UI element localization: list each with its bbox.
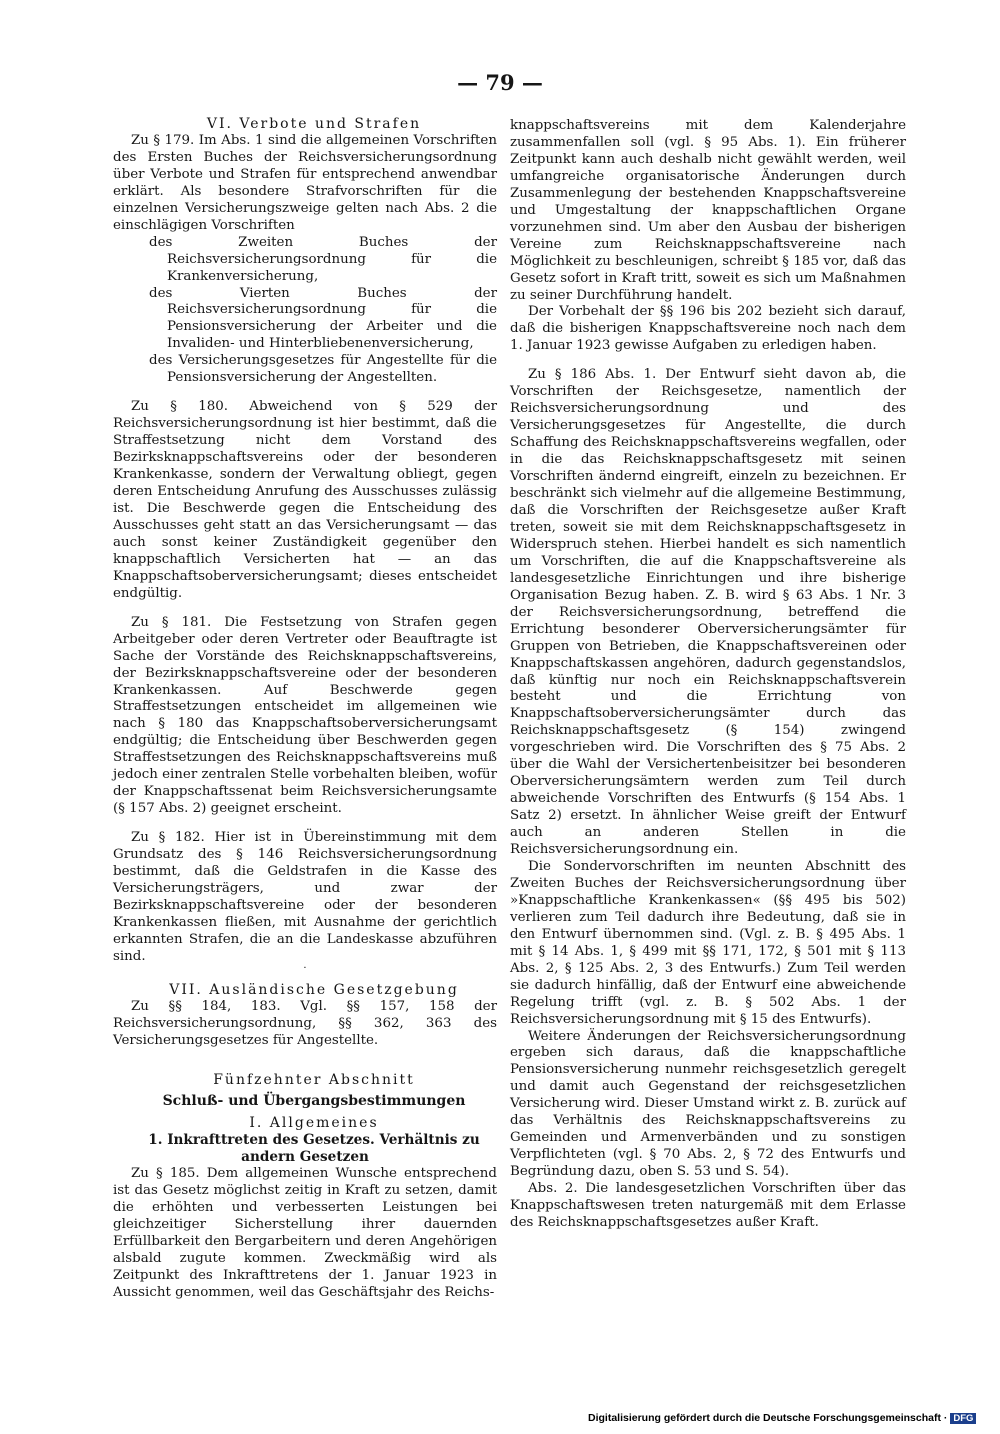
footer-credit [588, 1412, 976, 1424]
paragraph-vorbehalt: Der Vorbehalt der §§ 196 bis 202 bezieht sich darauf, daß die bisherigen Knappschaftsvereine noch nach dem 1. Januar 1923 gewisse Aufgaben zu erledigen haben. [510, 304, 906, 354]
paragraph-weitere: Weitere Änderungen der Reichsversicherungsordnung ergeben sich daraus, daß die knappschaftliche Pensionsversicherung nunmehr reichsgesetzlich geregelt und damit auch Gegenstand der reichsgesetzlichen Versicherung wird. Dieser Umstand wirkt z. B. zurück auf das Verhältnis des Reichsknappschaftsvereins zu Gemeinden und Armenverbänden und zu sonstigen Verpflichteten (vgl. § 70 Abs. 2, § 72 des Entwurfs und Begründung dazu, oben S. 53 und S. 54). [510, 1028, 906, 1180]
paragraph-sondervorschriften: Die Sondervorschriften im neunten Abschnitt des Zweiten Buches der Reichsversicherungsordnung über »Knappschaftliche Krankenkassen« (§§ 495 bis 502) verlieren zum Teil dadurch ihre Bedeutung, daß sie in den Entwurf übernommen sind. (Vgl. z. B. § 495 Abs. 1 mit § 14 Abs. 1, § 499 mit §§ 171, 172, § 501 mit § 113 Abs. 2, § 125 Abs. 2, 3 des Entwurfs.) Zum Teil werden sie dadurch hinfällig, daß der Entwurf eine abweichende Regelung trifft (vgl. z. B. § 502 Abs. 1 der Reichsversicherungsordnung mit § 15 des Entwurfs). [510, 858, 906, 1027]
footer-text: Digitalisierung gefördert durch die Deutsche Forschungsgemeinschaft · [588, 1412, 948, 1424]
heading-1: 1. Inkrafttreten des Gesetzes. Verhältnis zu andern Gesetzen [148, 1132, 480, 1166]
dot-mark: · [303, 962, 307, 974]
list-item: des Vierten Buches der Reichsversicherungsordnung für die Pensionsversicherung der Arbeiter und die Invaliden- und Hinterbliebenenversicherung, [149, 285, 497, 352]
spacer [113, 1050, 497, 1072]
page-number: — 79 — [457, 70, 543, 95]
paragraph-185-continued: knappschaftsvereins mit dem Kalenderjahre zusammenfallen soll (vgl. § 95 Abs. 1). Ein früherer Zeitpunkt kann auch deshalb nicht gewählt werden, weil umfangreiche organisatorische Änderungen durch Zusammenlegung der bestehenden Knappschaftsvereine und Umgestaltung der knappschaftlichen Organe vorzunehmen sind. Um aber den Ausbau der bisherigen Vereine zum Reichsknappschaftsvereine nach Möglichkeit zu beschleunigen, schreibt § 185 vor, daß das Gesetz sofort in Kraft tritt, soweit es sich um Maßnahmen zu seiner Durchführung handelt. [510, 118, 906, 303]
section-title: Schluß- und Übergangsbestimmungen [162, 1092, 466, 1109]
paragraph-abs2: Abs. 2. Die landesgesetzlichen Vorschriften über das Knappschaftswesen treten naturgemäß mit dem Erlasse des Reichsknappschaftsgesetzes außer Kraft. [510, 1181, 906, 1230]
spacer [113, 387, 497, 399]
paragraph-180: Zu § 180. Abweichend von § 529 der Reichsversicherungsordnung ist hier bestimmt, daß die Straffestsetzung nicht dem Vorstand des Bezirksknappschaftsvereins oder der besonderen Krankenkasse, sondern der Verwaltung obliegt, gegen deren Entscheidung Anrufung des Ausschusses zulässig ist. Die Beschwerde gegen die Entscheidung des Ausschusses geht statt an das Versicherungsamt — das auch sonst keiner Zuständigkeit gegenüber den knappschaftlich Versicherten hat — an das Knappschaftsoberversicherungsamt; dieses entscheidet endgültig. [113, 399, 497, 601]
paragraph-182: Zu § 182. Hier ist in Übereinstimmung mit dem Grundsatz des § 146 Reichsversicherungsordnung bestimmt, daß die Geldstrafen in die Kasse des Versicherungsträgers, und zwar der Bezirksknappschaftsvereine oder der besonderen Krankenkassen fließen, mit Ausnahme der gerichtlich erkannten Strafen, die an die Landeskasse abzuführen sind. [113, 830, 497, 964]
list-item: des Versicherungsgesetzes für Angestellte für die Pensionsversicherung der Angestellten. [149, 353, 497, 386]
right-column [510, 118, 906, 1232]
spacer [113, 818, 497, 830]
dfg-logo: DFG [950, 1413, 976, 1424]
paragraph-179: Zu § 179. Im Abs. 1 sind die allgemeinen Vorschriften des Ersten Buches der Reichsversicherungsordnung über Verbote und Strafen für entsprechend anwendbar erklärt. Als besondere Strafvorschriften für die einzelnen Versicherungszweige gelten nach Abs. 2 die einschlägigen Vorschriften [113, 132, 497, 233]
paragraph-181: Zu § 181. Die Festsetzung von Strafen gegen Arbeitgeber oder deren Vertreter oder Beauftragte ist Sache der Vorstände des Reichsknappschaftsvereins, der Bezirksknappschaftsvereine oder der besonderen Krankenkassen. Auf Beschwerde gegen Straffestsetzungen entscheidet im allgemeinen wie nach § 180 das Knappschaftsoberversicherungsamt endgültig; die Entscheidung über Beschwerden gegen Straffestsetzungen des Reichsknappschaftsvereins muß jedoch einer zentralen Stelle vorbehalten bleiben, wofür der Knappschaftssenat beim Reichsversicherungsamte (§ 157 Abs. 2) geeignet erscheint. [113, 614, 497, 817]
list-item: des Zweiten Buches der Reichsversicherungsordnung für die Krankenversicherung, [149, 234, 497, 284]
spacer [113, 603, 497, 615]
heading-vii: VII. Ausländische Gesetzgebung [169, 981, 459, 998]
spacer [510, 355, 906, 367]
left-column [113, 116, 497, 1302]
list-179 [113, 235, 497, 388]
heading-vi: VI. Verbote und Strafen [206, 116, 422, 132]
section-heading: Fünfzehnter Abschnitt [213, 1071, 415, 1088]
paragraph-185: Zu § 185. Dem allgemeinen Wunsche entsprechend ist das Gesetz möglichst zeitig in Kraft zu setzen, damit die erhöhten und verbesserten Leistungen bei gleichzeitiger Sicherstellung ihrer dauernden Erfüllbarkeit den Bergarbeitern und deren Angehörigen alsbald zugute kommen. Zweckmäßig wird als Zeitpunkt des Inkrafttretens der 1. Januar 1923 in Aussicht genommen, weil das Geschäftsjahr des Reichs- [113, 1166, 497, 1301]
paragraph-186: Zu § 186 Abs. 1. Der Entwurf sieht davon ab, die Vorschriften der Reichsgesetze, namentlich der Reichsversicherungsordnung und des Versicherungsgesetzes für Angestellte, die durch Schaffung des Reichsknappschaftsvereins wegfallen, oder in die das Reichsknappschaftsgesetz mit seinen Vorschriften ändernd eingreift, einzeln zu bezeichnen. Er beschränkt sich vielmehr auf die allgemeine Bestimmung, daß die Vorschriften der Reichsgesetze außer Kraft treten, soweit sie mit dem Reichsknappschaftsgesetz in Widerspruch stehen. Hierbei handelt es sich namentlich um Vorschriften, die auf die Knappschaftsvereine als landesgesetzliche Einrichtungen und ihre bisherige Organisation Bezug haben. Z. B. wird § 63 Abs. 1 Nr. 3 der Reichsversicherungsordnung, betreffend die Errichtung besonderer Oberversicherungsämter für Gruppen von Betrieben, die Knappschaftsvereinen oder Knappschaftskassen angehören, dadurch gegenstandslos, daß künftig nur noch ein Reichsknappschaftsverein besteht und die Errichtung von Knappschaftsoberversicherungsämter durch das Reichsknappschaftsgesetz (§ 154) zwingend vorgeschrieben wird. Die Vorschriften des § 75 Abs. 2 über die Wahl der Versichertenbeisitzer bei besonderen Oberversicherungsämtern werden zum Teil durch abweichende Vorschriften des Entwurfs (§ 154 Abs. 1 Satz 2) ersetzt. In ähnlicher Weise greift der Entwurf auch an anderen Stellen in die Reichsversicherungsordnung ein. [510, 367, 906, 858]
heading-i: I. Allgemeines [249, 1115, 379, 1132]
paragraph-184: Zu §§ 184, 183. Vgl. §§ 157, 158 der Reichsversicherungsordnung, §§ 362, 363 des Versicherungsgesetzes für Angestellte. [113, 998, 497, 1048]
